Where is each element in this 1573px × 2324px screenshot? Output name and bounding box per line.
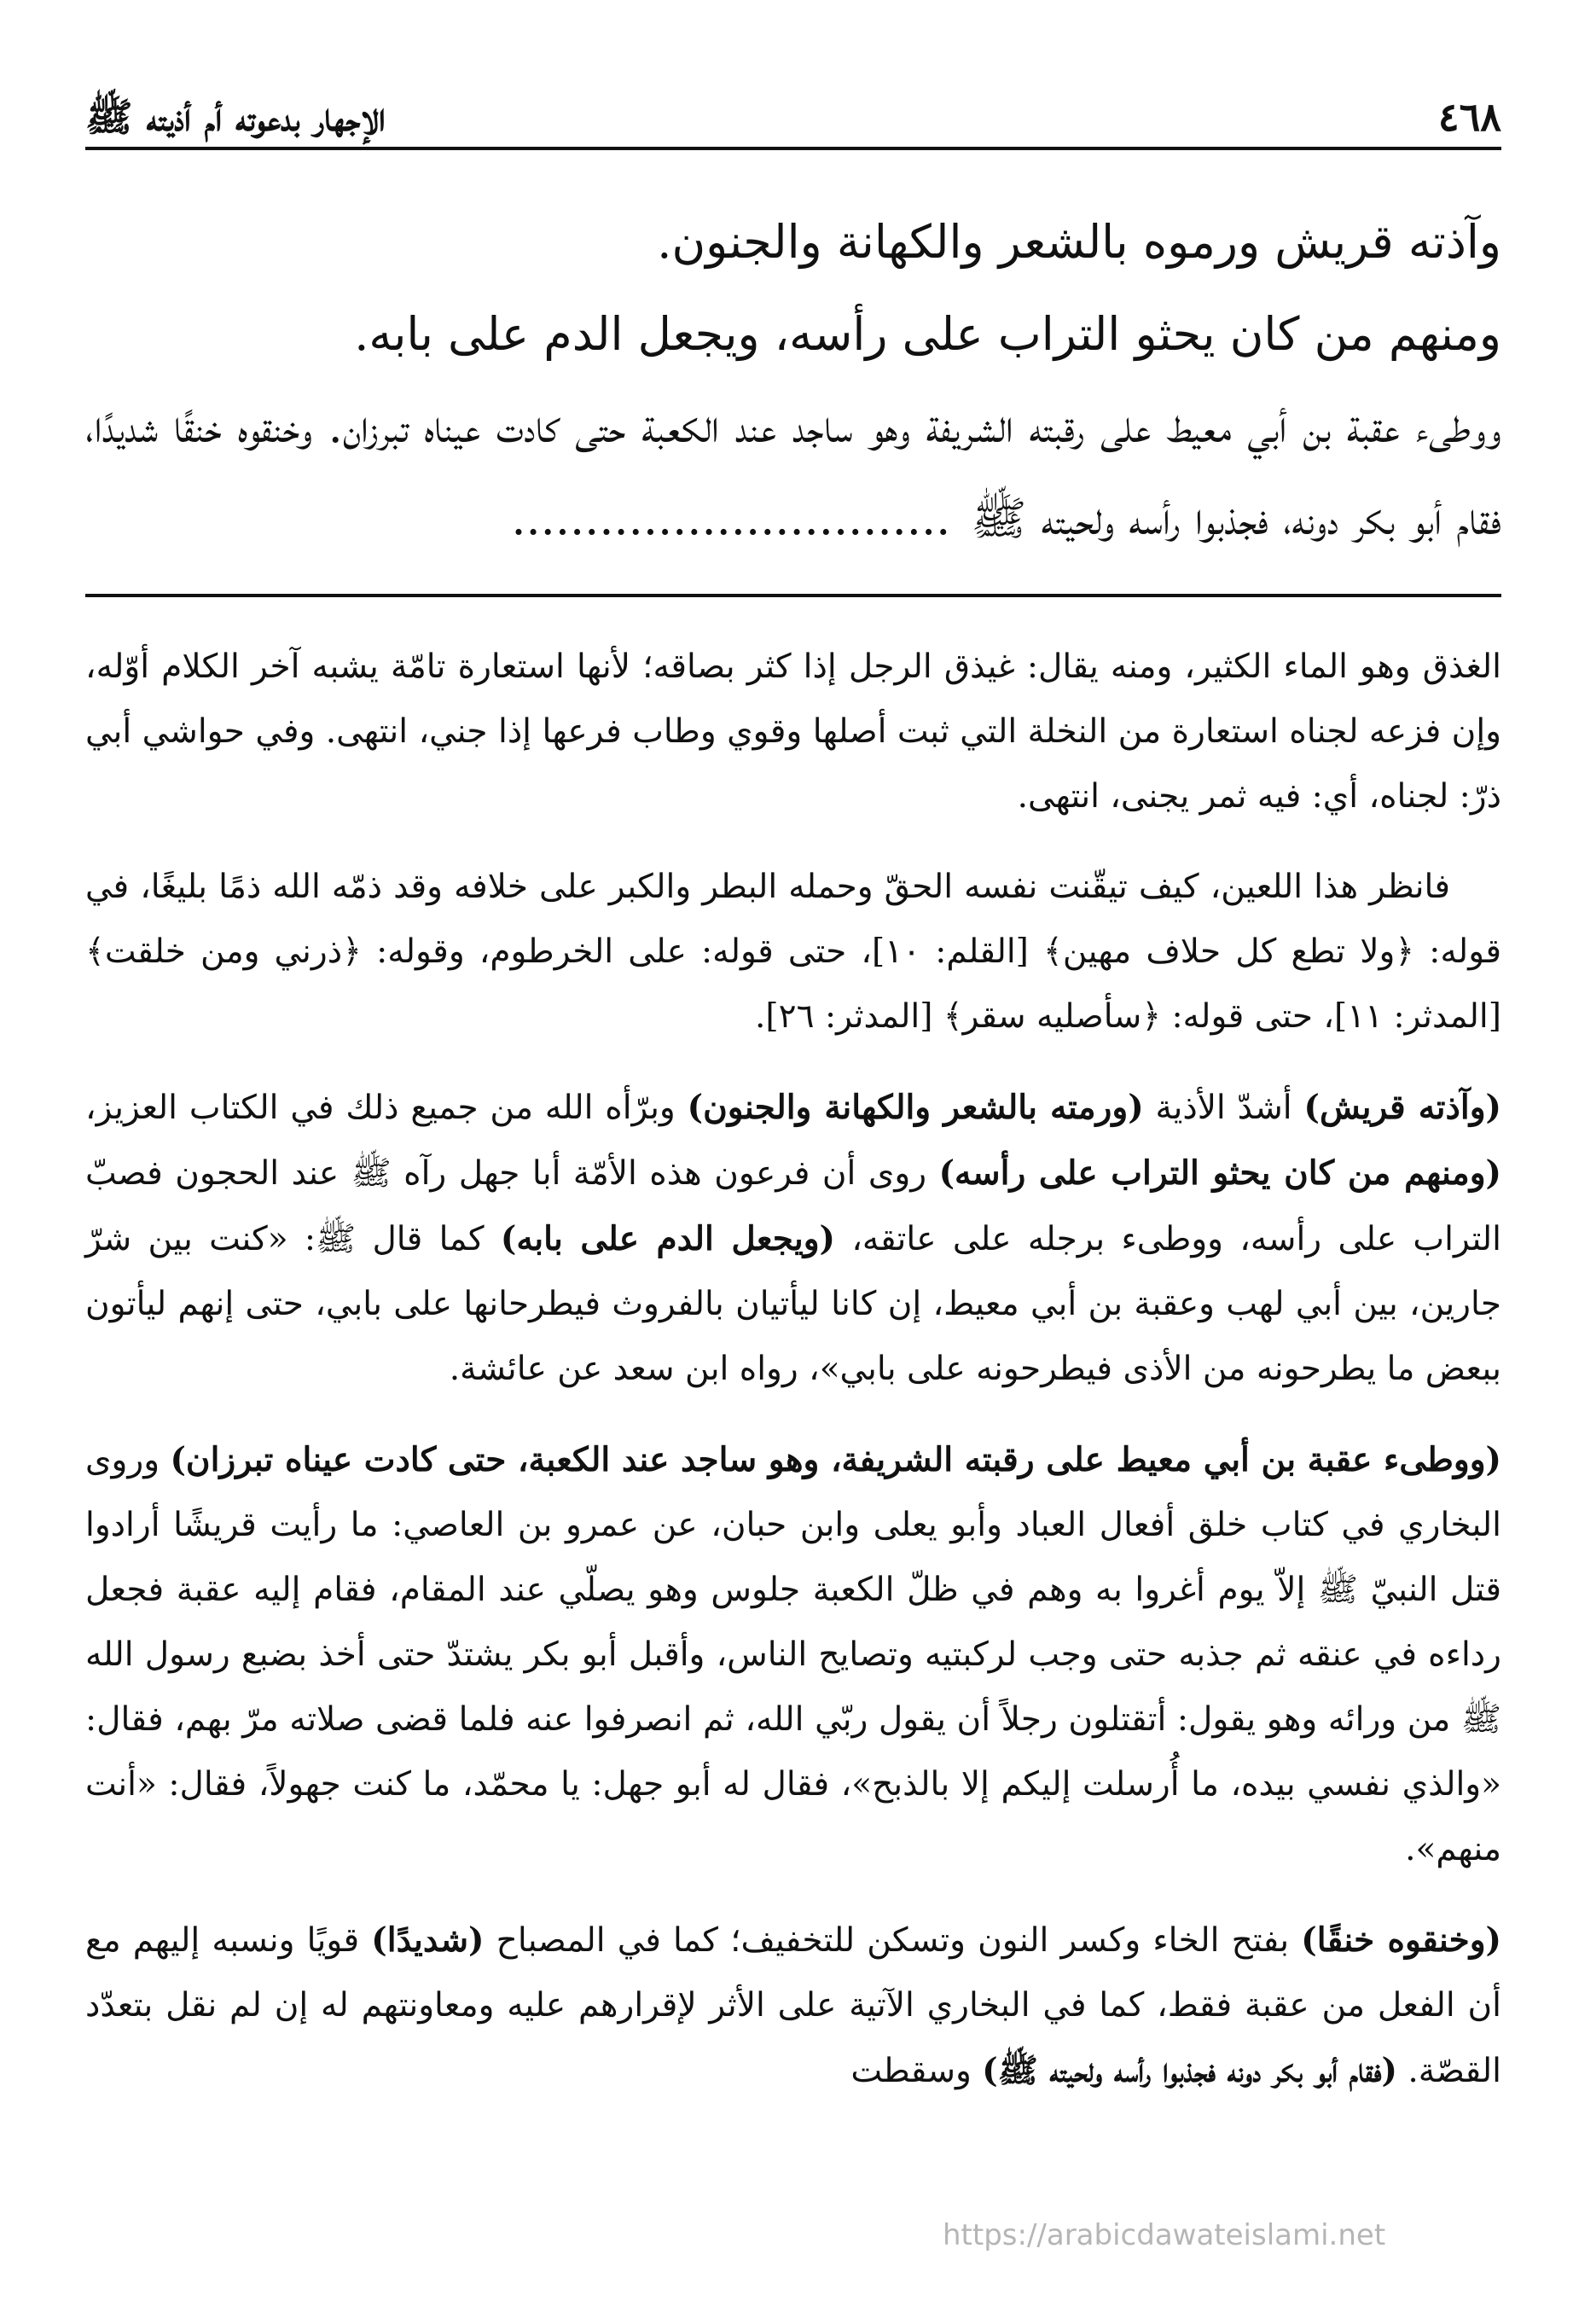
commentary-paragraph: فانظر هذا اللعين، كيف تيقّنت نفسه الحقّ وحمله البطر والكبر على خلافه وقد ذمّه الله ذمًا بليغًا، في قوله: ﴿ولا تطع كل حلاف مهين﴾ [القلم: ١٠]، حتى قوله: على الخرطوم، وقوله: ﴿ذرني ومن خلقت﴾ [المدثر: ١١]، حتى قوله: ﴿سأصليه سقر﴾ [المدثر: ٢٦]. [85, 868, 1501, 1036]
chapter-title: الإجهار بدعوته أم أذيته ﷺ [85, 94, 386, 140]
running-header [85, 77, 1501, 140]
matn-line: ومنهم من كان يحثو التراب على رأسه، ويجعل الدم على بابه. [354, 307, 1501, 361]
commentary-text: وروى البخاري في كتاب خلق أفعال العباد وأبو يعلى وابن حبان، عن عمرو بن العاصي: ما رأيت قريشًا أرادوا قتل النبيّ ﷺ إلاّ يوم أغروا به وهم في ظلّ الكعبة جلوس وهو يصلّي عند المقام، فقام إليه عقبة فجعل رداءه في عنقه ثم جذبه حتى وجب لركبتيه وتصايح الناس، وأقبل أبو بكر يشتدّ حتى أخذ بضبع رسول الله ﷺ من ورائه وهو يقول: أتقتلون رجلاً أن يقول ربّي الله، ثم انصرفوا عنه فلما قضى صلاته مرّ بهم، فقال: «والذي نفسي بيده، ما أُرسلت إليكم إلا بالذبح»، فقال له أبو جهل: يا محمّد، ما كنت جهولاً، فقال: «أنت منهم». [85, 1441, 1501, 1868]
main-text [85, 196, 1501, 565]
section-divider [85, 594, 1501, 597]
lemma: (ووطىء عقبة بن أبي معيط على رقبته الشريفة، وهو ساجد عند الكعبة، حتى كادت عيناه تبرزان) [170, 1440, 1501, 1479]
commentary-paragraph [85, 1075, 1501, 1402]
lemma: (وخنقوه خنقًا) [1301, 1920, 1501, 1960]
lemma: (ومنهم من كان يحثو التراب على رأسه) [938, 1153, 1501, 1193]
lemma: (وآذته قريش) [1303, 1088, 1501, 1127]
commentary-text: وبرّأه الله من جميع ذلك في الكتاب العزيز، [85, 1089, 688, 1127]
matn-line [85, 381, 1501, 565]
commentary-text: كما قال ﷺ: «كنت بين شرّ جارين، بين أبي لهب وعقبة بن أبي معيط، إن كانا ليأتيان بالفروث فيطرحانها على بابي، حتى إنهم ليأتون ببعض ما يطرحونه من الأذى فيطرحونه على بابي»، رواه ابن سعد عن عائشة. [85, 1220, 1501, 1388]
lemma: (ورمته بالشعر والكهانة والجنون) [687, 1088, 1144, 1127]
matn-line: وآذته قريش ورموه بالشعر والكهانة والجنون. [657, 215, 1501, 269]
commentary-text: أشدّ الأذية [1143, 1089, 1304, 1127]
page-number: ٤٦٨ [1437, 94, 1501, 140]
commentary-text: روى أن فرعون هذه الأمّة أبا جهل رآه ﷺ عند الحجون فصبّ التراب على رأسه، ووطىء برجله على عاتقه، [85, 1154, 1501, 1258]
commentary [85, 635, 1501, 2104]
commentary-text: قويًا ونسبه إليهم مع أن الفعل من عقبة فقط، كما في البخاري الآتية على الأثر لإقرارهم عليه ومعاونتهم له إن لم نقل بتعدّد القصّة. [85, 1921, 1501, 2090]
ellipsis-dots: .............................. [511, 491, 951, 545]
source-watermark: https://arabicdawateislami.net [943, 2218, 1386, 2252]
book-page [85, 77, 1501, 2261]
commentary-paragraph [85, 1427, 1501, 1882]
lemma: (ويجعل الدم على بابه) [500, 1219, 836, 1258]
header-rule [85, 147, 1501, 150]
commentary-text: بفتح الخاء وكسر النون وتسكن للتخفيف؛ كما في المصباح [484, 1921, 1302, 1960]
lemma: (شديدًا) [371, 1920, 485, 1960]
commentary-paragraph: الغذق وهو الماء الكثير، ومنه يقال: غيذق الرجل إذا كثر بصاقه؛ لأنها استعارة تامّة يشبه آخر الكلام أوّله، وإن فزعه لجناه استعارة من النخلة التي ثبت أصلها وقوي وطاب فرعها إذا جني، انتهى. وفي حواشي أبي ذرّ: لجناه، أي: فيه ثمر يجنى، انتهى. [85, 648, 1501, 816]
commentary-paragraph [85, 1908, 1501, 2104]
commentary-text: وسقطت [850, 2052, 983, 2090]
lemma: (فقام أبو بكر دونه فجذبوا رأسه ولحيته ﷺ) [982, 2051, 1398, 2090]
matn-text: ووطىء عقبة بن أبي معيط على رقبته الشريفة وهو ساجد عند الكعبة حتى كادت عيناه تبرزان. وخنقوه خنقًا شديدًا، فقام أبو بكر دونه، فجذبوا رأسه ولحيته ﷺ [85, 399, 1501, 545]
